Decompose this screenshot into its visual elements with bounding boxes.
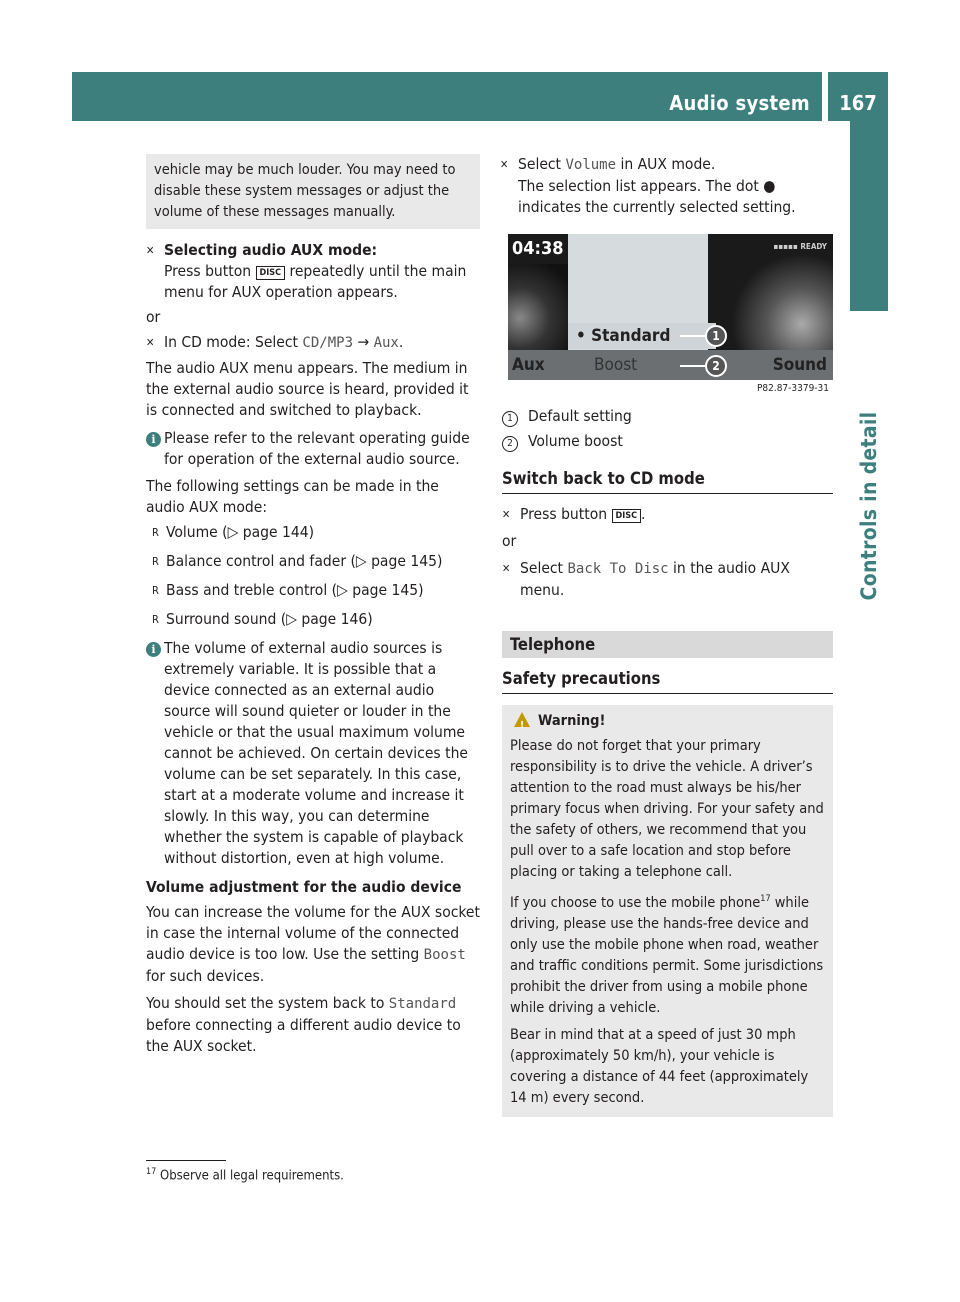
step-cd-mode <box>146 332 480 354</box>
code-boost: Boost <box>423 947 466 963</box>
code-back-to-disc: Back To Disc <box>567 561 669 577</box>
list-item-text: Balance control and fader (▷ page 145) <box>166 552 443 570</box>
legend-list <box>502 406 833 452</box>
paragraph-boost <box>146 902 480 987</box>
warning-paragraph: Bear in mind that at a speed of just 30 mph (approximately 50 km/h), your vehicle is covering a distance of 44 feet (approximately 14 m) every second. <box>510 1026 809 1106</box>
warning-paragraph <box>510 889 827 1019</box>
info-note-1 <box>146 428 480 470</box>
footnote-ref: 17 <box>760 894 771 904</box>
settings-list <box>146 522 480 630</box>
list-item <box>146 609 480 630</box>
legend-text: Default setting <box>528 407 632 425</box>
bullet-icon: R <box>152 526 159 539</box>
section-telephone: Telephone <box>502 631 833 658</box>
code-standard: Standard <box>388 996 457 1012</box>
figure-code: P82.87-3379-31 <box>756 383 829 394</box>
step-arrow-icon: ✕ <box>146 244 155 257</box>
step-text-post: . <box>398 333 404 351</box>
step-arrow-icon: ✕ <box>500 158 509 171</box>
footnote-rule <box>146 1160 226 1161</box>
legend-text: Volume boost <box>528 432 623 450</box>
right-column-lower <box>502 406 833 1117</box>
disc-button-icon: DISC <box>256 266 286 280</box>
code-aux: Aux <box>373 335 399 351</box>
or-text: or <box>146 308 161 326</box>
bullet-icon: R <box>152 584 159 597</box>
list-item-text: Volume (▷ page 144) <box>166 523 315 541</box>
bullet-icon: R <box>152 555 159 568</box>
legend-item <box>502 406 833 427</box>
warning-icon: ! <box>514 712 530 727</box>
heading-volume-adjustment: Volume adjustment for the audio device <box>146 878 462 896</box>
option-standard: • Standard <box>568 323 716 349</box>
header-bar <box>72 72 888 121</box>
step-back-to-disc <box>502 558 833 601</box>
heading-safety: Safety precautions <box>502 668 833 694</box>
callout-1: 1 <box>705 325 727 347</box>
callout-line-1 <box>680 335 706 337</box>
list-item <box>146 522 480 543</box>
step-arrow-icon: ✕ <box>502 508 511 521</box>
para-pre: You can increase the volume for the AUX socket in case the internal volume of the connected audio device is too low. Use the setting <box>146 903 480 963</box>
footnote <box>146 1163 344 1185</box>
callout-line-2 <box>680 365 706 367</box>
screen-clock: 04:38 <box>508 234 572 264</box>
info-icon: i <box>146 432 161 447</box>
option-boost: Boost <box>594 355 638 375</box>
number-circle-icon: 2 <box>502 436 518 452</box>
step-select-aux <box>146 240 480 303</box>
number-circle-icon: 1 <box>502 411 518 427</box>
paragraph-settings: The following settings can be made in the audio AUX mode: <box>146 477 439 516</box>
screen-aux-label: Aux <box>512 355 545 375</box>
continued-note: vehicle may be much louder. You may need to disable these system messages or adjust the volume of these messages manually. <box>146 154 480 229</box>
status-ready: ▪▪▪▪▪ READY <box>773 242 827 251</box>
code-cdmp3: CD/MP3 <box>302 335 353 351</box>
footnote-number: 17 <box>146 1167 157 1177</box>
step-text-pre: Press button <box>164 262 256 280</box>
step-text-post: . <box>641 505 646 523</box>
code-volume: Volume <box>565 157 617 173</box>
step-title: Selecting audio AUX mode: <box>164 241 378 259</box>
bullet-icon: R <box>152 613 159 626</box>
arrow-icon: → <box>357 333 370 351</box>
legend-item <box>502 431 833 452</box>
step-arrow-icon: ✕ <box>146 336 155 349</box>
list-item-text: Bass and treble control (▷ page 145) <box>166 581 424 599</box>
callout-2: 2 <box>705 355 727 377</box>
para-post: for such devices. <box>146 967 265 985</box>
step-text <box>164 261 480 303</box>
speaker-left <box>508 264 568 354</box>
step-select-volume <box>500 154 833 218</box>
paragraph-standard <box>146 993 480 1057</box>
para-post: before connecting a different audio device to the AUX socket. <box>146 1016 461 1055</box>
step-text-post: in the audio AUX menu. <box>520 559 790 599</box>
step-arrow-icon: ✕ <box>502 562 511 575</box>
para-pre: You should set the system back to <box>146 994 389 1012</box>
page-title: Audio system <box>669 91 810 115</box>
footnote-text: Observe all legal requirements. <box>160 1168 344 1184</box>
step-text-pre: Select <box>520 559 568 577</box>
info-note-2 <box>146 638 480 869</box>
info-icon: i <box>146 642 161 657</box>
heading-switch-back: Switch back to CD mode <box>502 468 833 494</box>
aux-volume-screenshot <box>508 234 833 397</box>
step-press-disc <box>502 504 833 525</box>
right-column <box>500 154 833 218</box>
step-text-line2: The selection list appears. The dot ● indicates the currently selected setting. <box>518 177 796 216</box>
step-text-pre: Select <box>518 155 566 173</box>
side-label <box>850 311 888 701</box>
side-tab <box>850 121 888 311</box>
step-text-post: in AUX mode. <box>616 155 716 173</box>
or-text: or <box>502 532 517 550</box>
warning-box <box>502 705 833 1117</box>
screen-sound-label: Sound <box>772 355 827 375</box>
page-number: 167 <box>839 91 877 115</box>
step-text-pre: Press button <box>520 505 612 523</box>
warning-text-pre: If you choose to use the mobile phone <box>510 894 761 911</box>
warning-text-post: while driving, please use the hands-free device and only use the mobile phone when road, weather and traffic conditions permit. Some jurisdictions prohibit the driver from using a mobile phone while driving a vehicle. <box>510 894 824 1016</box>
list-item <box>146 551 480 572</box>
warning-paragraph: Please do not forget that your primary responsibility is to drive the vehicle. A driver’s attention to the road must always be his/her primary focus when driving. For your safety and the safety of others, we recommend that you pull over to a safe location and stop before placing or taking a telephone call. <box>510 738 824 880</box>
list-item <box>146 580 480 601</box>
side-label-text: Controls in detail <box>857 411 881 601</box>
step-text-post: repeatedly until the main menu for AUX operation appears. <box>164 262 467 301</box>
paragraph-aux-menu: The audio AUX menu appears. The medium in the external audio source is heard, provided it is connected and switched to playback. <box>146 359 469 419</box>
info-note-text: The volume of external audio sources is extremely variable. It is possible that a device connected as an external audio source will sound quieter or louder in the vehicle or that the usual maximum volume cannot be achieved. On certain devices the volume can be set separately. In this case, start at a moderate volume and increase it slowly. In this way, you can determine whether the system is capable of playback without distortion, even at high volume. <box>164 639 468 867</box>
warning-title: Warning! <box>538 713 606 729</box>
list-item-text: Surround sound (▷ page 146) <box>166 610 373 628</box>
left-column <box>146 154 480 1057</box>
step-text-pre: In CD mode: Select <box>164 333 303 351</box>
info-note-text: Please refer to the relevant operating guide for operation of the external audio source. <box>164 429 470 468</box>
disc-button-icon: DISC <box>612 509 642 523</box>
